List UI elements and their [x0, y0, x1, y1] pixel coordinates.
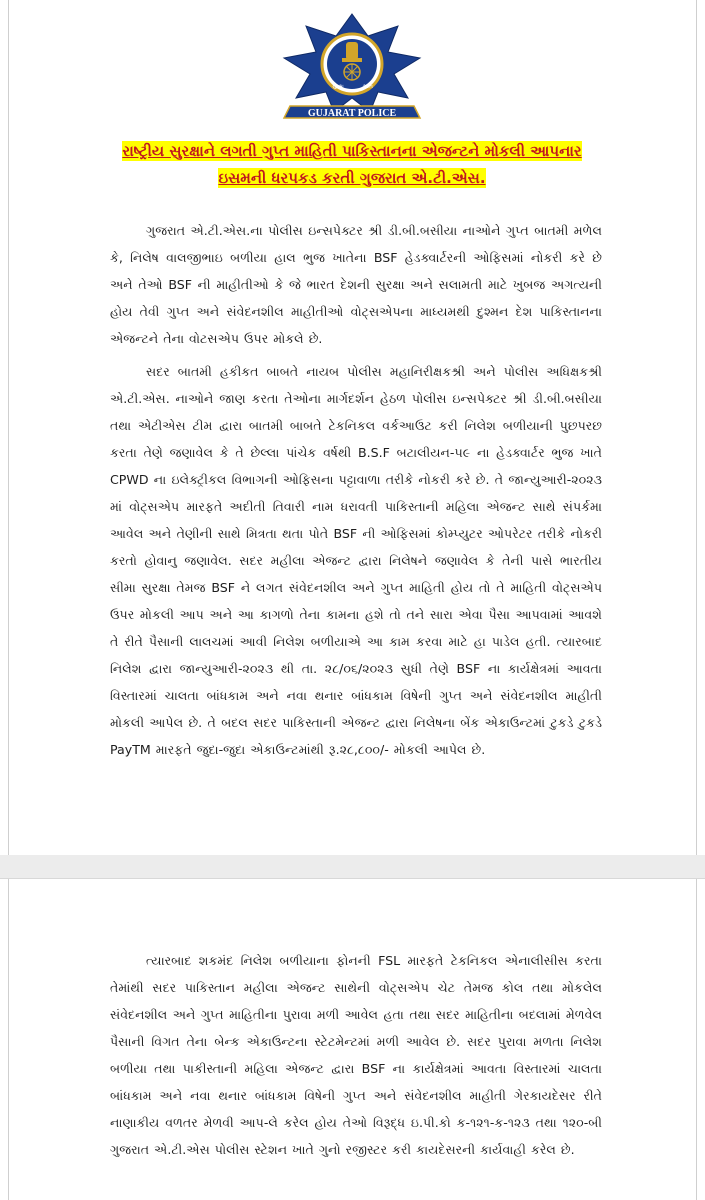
page-margin-line	[696, 0, 697, 855]
headline	[96, 138, 608, 192]
logo-motto-left: સુરક્ષા	[332, 84, 344, 90]
headline-line-1: રાષ્ટ્રીય સુરક્ષાને લગતી ગુપ્ત માહિતી પાકિસ્તાનના એજન્ટને મોકલી આપનાર	[122, 142, 582, 160]
paragraph-3: ત્યારબાદ શકમંદ નિલેશ બળીયાના ફોનની FSL મારફતે ટેકનિકલ એનાલીસીસ કરતા તેમાંથી સદર પાકિસ્તાન મહીલા એજન્ટ સાથેની વોટ્સએપ ચેટ તેમજ કોલ તથા મોકલેલ સંવેદનશીલ અને ગુપ્ત માહિતીના પુરાવા મળી આવેલ હતા તથા સદર માહિતીના બદલામાં મેળવેલ પૈસાની વિગત તેના બેન્ક એકાઉન્ટના સ્ટેટમેન્ટમાં મળી આવેલ છે. સદર પુરાવા મળતા નિલેશ બળીયા તથા પાકીસ્તાની મહિલા એજન્ટ દ્વારા BSF ના કાર્યક્ષેત્રમાં આવતા વિસ્તારમાં ચાલતા બાંધકામ અને નવા થનાર બાંધકામ વિષેની ગુપ્ત અને સંવેદનશીલ માહીતી ગેરકાયદેસર રીતે નાણાકીય વળતર મેળવી આપ-લે કરેલ હોય તેઓ વિરૂદ્ધ ઇ.પી.કો ક-૧૨૧-ક-૧૨૩ તથા ૧૨૦-બી ગુજરાત એ.ટી.એસ પોલીસ સ્ટેશન ખાતે ગુનો રજીસ્ટર કરી કાયદેસરની કાર્યવાહી કરેલ છે.	[110, 952, 602, 1157]
paragraph-2: સદર બાતમી હકીકત બાબતે નાયબ પોલીસ મહાનિરીક્ષકશ્રી અને પોલીસ અધિક્ષકશ્રી એ.ટી.એસ. નાઓને જાણ કરતા તેઓના માર્ગદર્શન હેઠળ પોલીસ ઇન્સપેક્ટર શ્રી ડી.બી.બસીયા તથા એટીએસ ટીમ દ્વારા બાતમી બાબતે ટેકનિકલ વર્કઆઉટ કરી નિલેશ બળીયાની પુછપરછ કરતા તેણે જણાવેલ કે તે છેલ્લા પાંચેક વર્ષથી B.S.F બટાલીયન-૫૯ ના હેડક્વાર્ટર ભુજ ખાતે CPWD ના ઇલેક્ટ્રીકલ વિભાગની ઓફિસના પટ્ટાવાળા તરીકે નોકરી કરે છે. તે જાન્યુઆરી-૨૦૨૩ માં વોટ્સએપ મારફતે અદીતી તિવારી નામ ધરાવતી પાકિસ્તાની મહિલા એજન્ટ સાથે સંપર્કમા આવેલ અને તેણીની સાથે મિત્રતા થતા પોતે BSF ની ઓફિસમાં કોમ્પ્યુટર ઓપરેટર તરીકે નોકરી કરતો હોવાનુ જણાવેલ. સદર મહીલા એજન્ટ દ્વારા નિલેષને જણાવેલ કે તેની પાસે ભારતીય સીમા સુરક્ષા તેમજ BSF ને લગત સંવેદનશીલ અને ગુપ્ત માહિતી હોય તો તે માહિતી વોટ્સએપ ઉપર મોકલી આપ અને આ કાગળો તેના કામના હશે તો તને સારા એવા પૈસા આપવામાં આવશે તે રીતે પૈસાની લાલચમાં આવી નિલેશ બળીયાએ આ કામ કરવા માટે હા પાડેલ હતી. ત્યારબાદ નિલેશ દ્વારા જાન્યુઆરી-૨૦૨૩ થી તા. ૨૮/૦૬/૨૦૨૩ સુધી તેણે BSF ના કાર્યક્ષેત્રમાં આવતા વિસ્તારમાં ચાલતા બાંધકામ અને નવા થનાર બાંધકામ વિષેની ગુપ્ત અને સંવેદનશીલ માહીતી મોકલી આપેલ છે. તે બદલ સદર પાકિસ્તાની એજન્ટ દ્વારા નિલેષના બેંક એકાઉન્ટમાં ટુકડે ટુકડે PayTM મારફતે જુદા-જુદા એકાઉન્ટમાંથી રૂ.૨૮,૮૦૦/- મોકલી આપેલ છે.	[110, 363, 602, 757]
document-page-2	[0, 878, 705, 1200]
gujarat-police-logo	[270, 12, 434, 124]
headline-line-2: ઇસમની ધરપકડ કરતી ગુજરાત એ.ટી.એસ.	[218, 169, 486, 187]
police-badge-icon	[270, 12, 434, 124]
page-margin-line	[8, 0, 9, 855]
paragraph-1: ગુજરાત એ.ટી.એસ.ના પોલીસ ઇન્સપેક્ટર શ્રી ડી.બી.બસીયા નાઓને ગુપ્ત બાતમી મળેલ કે, નિલેષ વાલજીભાઇ બળીયા હાલ ભુજ ખાતેના BSF હેડક્વાર્ટરની ઓફિસમાં નોકરી કરે છે અને તેઓ BSF ની માહીતીઓ કે જે ભારત દેશની સુરક્ષા અને સલામતી માટે ખુબજ અગત્યની હોય તેવી ગુપ્ત અને સંવેદનશીલ માહીતીઓ વોટ્સએપના માધ્યમથી દુશ્મન દેશ પાકિસ્તાનના એજન્ટને તેના વોટસએપ ઉપર મોકલે છે.	[110, 222, 602, 346]
page-margin-line	[8, 879, 9, 1200]
page-margin-line	[696, 879, 697, 1200]
logo-motto-right: શાંતિ	[363, 84, 373, 90]
logo-ribbon-text: GUJARAT POLICE	[307, 108, 397, 119]
